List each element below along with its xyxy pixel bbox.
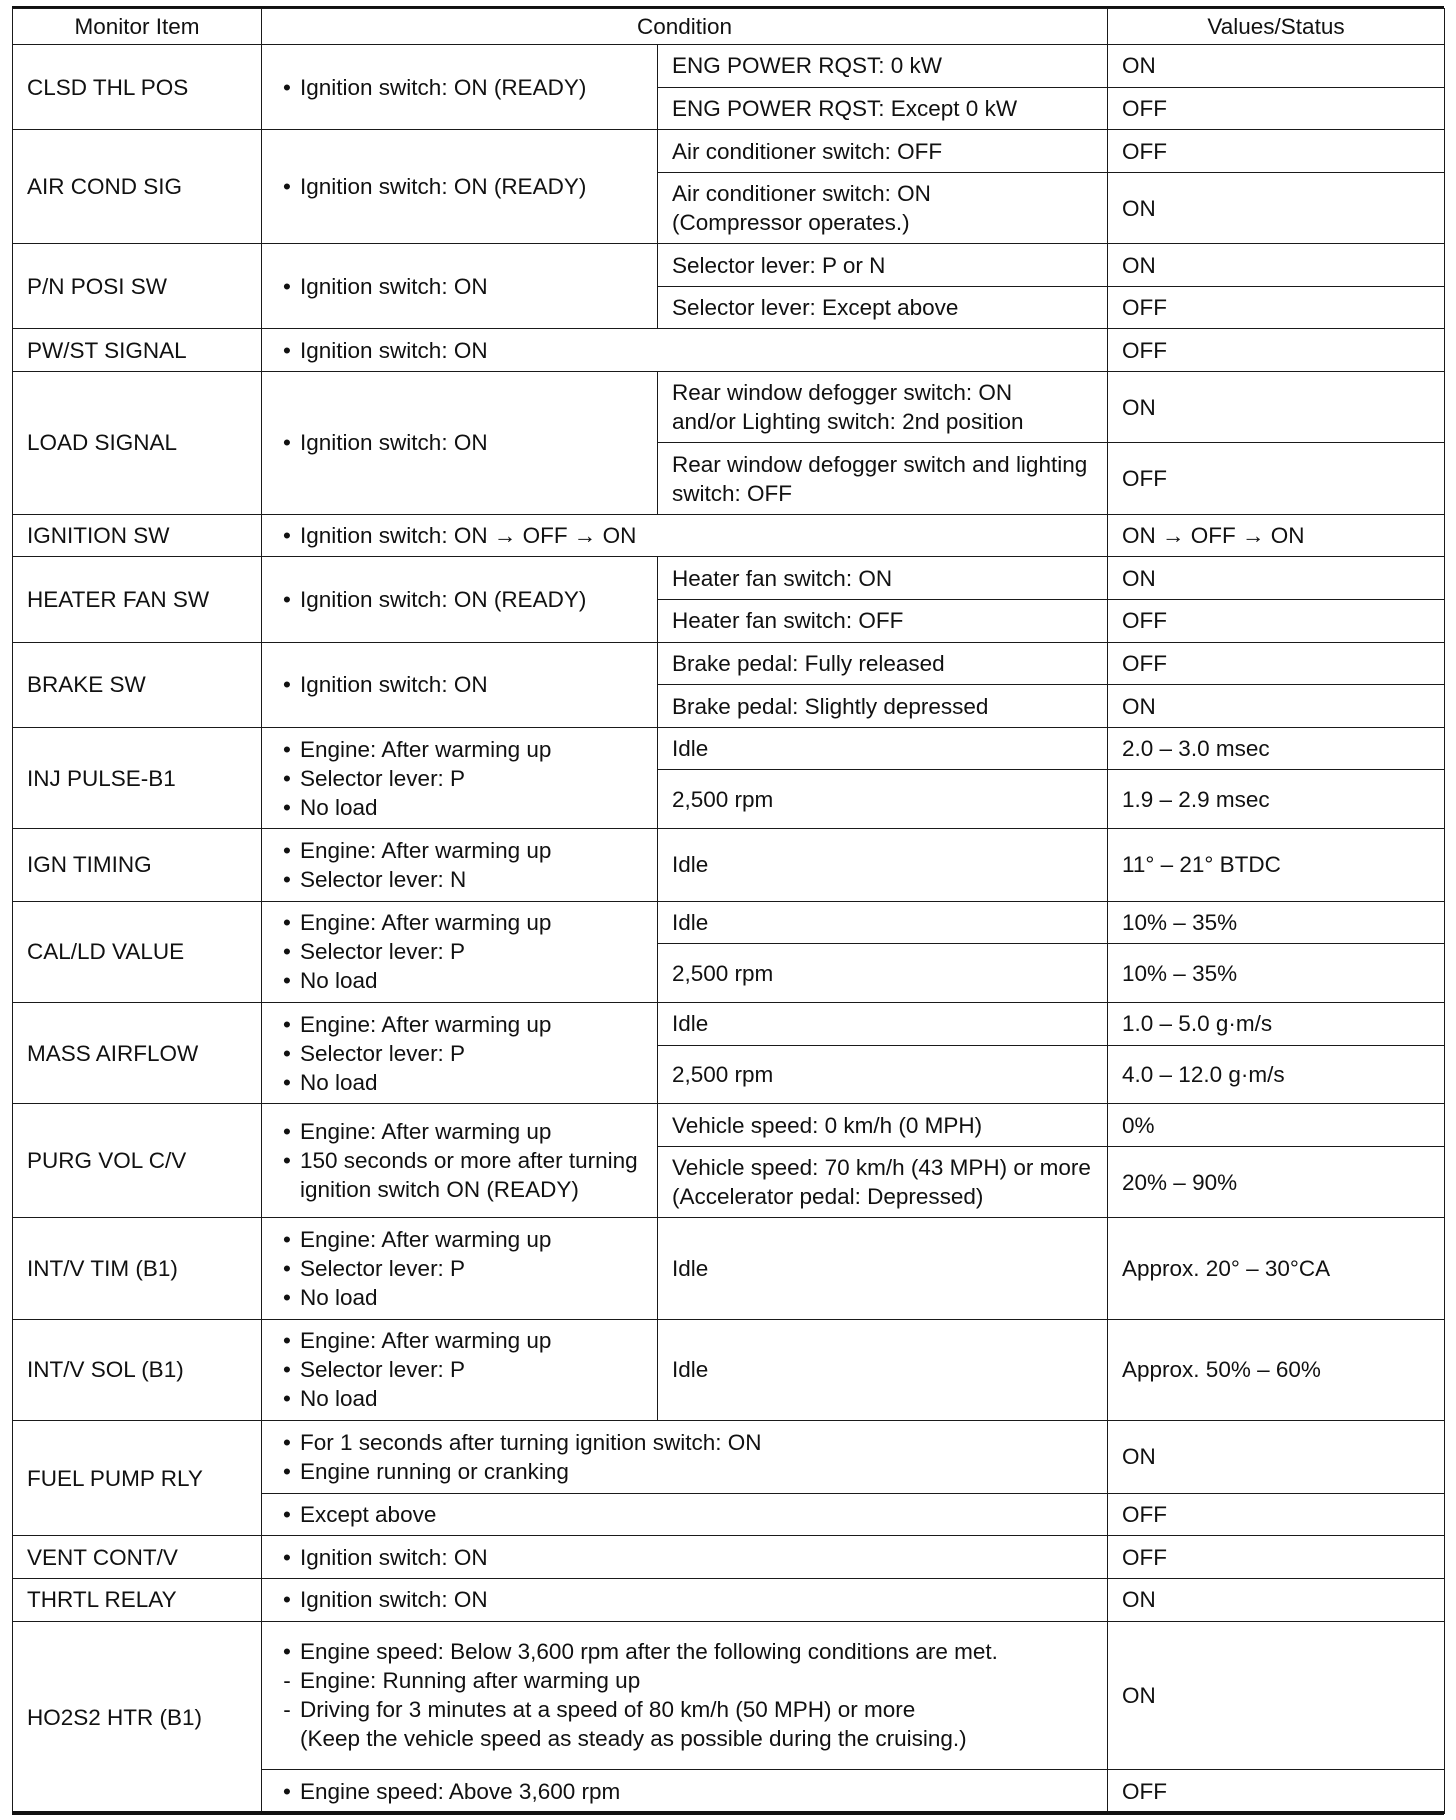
monitor-item: INT/V TIM (B1) xyxy=(13,1218,262,1319)
value-cell: ON xyxy=(1108,244,1445,287)
monitor-item: VENT CONT/V xyxy=(13,1536,262,1579)
sub-condition: Selector lever: Except above xyxy=(658,286,1108,329)
condition-text: Except above xyxy=(300,1501,437,1527)
sub-condition: Idle xyxy=(658,1319,1108,1420)
sub-condition: Selector lever: P or N xyxy=(658,244,1108,287)
sub-condition: Air conditioner switch: OFF xyxy=(658,130,1108,173)
value-cell: ON xyxy=(1108,172,1445,243)
condition-text xyxy=(300,1695,1093,1753)
value-cell: OFF xyxy=(1108,329,1445,372)
condition-cell: • Engine: After warming up • Selector lever: P • No load xyxy=(262,1003,658,1104)
condition-text: Engine: After warming up xyxy=(300,1119,552,1145)
condition-text: Engine: After warming up xyxy=(300,736,552,762)
value-cell: OFF xyxy=(1108,87,1445,130)
condition-text: Selector lever: N xyxy=(300,866,467,892)
value-cell: ON xyxy=(1108,1421,1445,1494)
sub-condition-line: switch: OFF xyxy=(672,480,793,506)
table-row xyxy=(13,244,1445,287)
condition-text: Ignition switch: ON xyxy=(300,672,488,698)
condition-text: For 1 seconds after turning ignition switch: ON xyxy=(300,1429,762,1455)
monitor-item: IGNITION SW xyxy=(13,514,262,557)
table-row xyxy=(13,642,1445,685)
sub-condition: Heater fan switch: ON xyxy=(658,557,1108,600)
value-cell: 1.0 – 5.0 g·m/s xyxy=(1108,1003,1445,1046)
monitor-item: INJ PULSE-B1 xyxy=(13,727,262,828)
monitor-item: LOAD SIGNAL xyxy=(13,372,262,515)
value-cell: OFF xyxy=(1108,1536,1445,1579)
sub-condition xyxy=(658,1147,1108,1218)
condition-text: Selector lever: P xyxy=(300,939,466,965)
condition-text: Selector lever: P xyxy=(300,1256,466,1282)
table-row xyxy=(13,829,1445,902)
table-row xyxy=(13,1421,1445,1494)
condition-text: Ignition switch: ON (READY) xyxy=(300,587,587,613)
monitor-item: INT/V SOL (B1) xyxy=(13,1319,262,1420)
condition-cell: • Engine speed: Above 3,600 rpm xyxy=(262,1770,1108,1814)
sub-condition-line: Rear window defogger switch: ON xyxy=(672,380,1013,406)
condition-cell: • Ignition switch: ON (READY) xyxy=(262,557,658,642)
monitor-table xyxy=(12,8,1445,1814)
condition-cell: • For 1 seconds after turning ignition switch: ON • Engine running or cranking xyxy=(262,1421,1108,1494)
condition-text: Engine: After warming up xyxy=(300,1227,552,1253)
monitor-item: AIR COND SIG xyxy=(13,130,262,244)
sub-condition: Brake pedal: Fully released xyxy=(658,642,1108,685)
sub-condition-line: Air conditioner switch: ON xyxy=(672,181,931,207)
sub-condition: 2,500 rpm xyxy=(658,770,1108,829)
condition-line: Driving for 3 minutes at a speed of 80 km/h (50 MPH) or more xyxy=(300,1697,916,1723)
condition-text: Ignition switch: ON xyxy=(300,337,488,363)
condition-text: No load xyxy=(300,794,378,820)
condition-cell: • Ignition switch: ON xyxy=(262,1536,1108,1579)
monitor-item: CAL/LD VALUE xyxy=(13,901,262,1002)
condition-text: Engine speed: Below 3,600 rpm after the following conditions are met. xyxy=(300,1639,998,1665)
header-condition: Condition xyxy=(262,9,1108,45)
table-row xyxy=(13,727,1445,770)
condition-cell: • Ignition switch: ON xyxy=(262,244,658,329)
header-monitor-item: Monitor Item xyxy=(13,9,262,45)
sub-condition: 2,500 rpm xyxy=(658,1045,1108,1104)
condition-line: 150 seconds or more after turning xyxy=(300,1148,638,1174)
value-cell: ON xyxy=(1108,45,1445,88)
condition-text: Engine speed: Above 3,600 rpm xyxy=(300,1779,621,1805)
sub-condition: Heater fan switch: OFF xyxy=(658,600,1108,643)
condition-cell: • Ignition switch: ON xyxy=(262,1578,1108,1621)
sub-condition-line: and/or Lighting switch: 2nd position xyxy=(672,409,1024,435)
condition-text: Engine running or cranking xyxy=(300,1458,569,1484)
table-row xyxy=(13,1218,1445,1319)
table-row xyxy=(13,1578,1445,1621)
value-cell: 2.0 – 3.0 msec xyxy=(1108,727,1445,770)
monitor-item: HO2S2 HTR (B1) xyxy=(13,1621,262,1813)
condition-text: Selector lever: P xyxy=(300,1040,466,1066)
value-cell: ON xyxy=(1108,685,1445,728)
sub-condition: ENG POWER RQST: Except 0 kW xyxy=(658,87,1108,130)
condition-cell: • Ignition switch: ON xyxy=(262,642,658,727)
sub-condition-line: Rear window defogger switch and lighting xyxy=(672,451,1088,477)
monitor-item: P/N POSI SW xyxy=(13,244,262,329)
sub-condition: Vehicle speed: 0 km/h (0 MPH) xyxy=(658,1104,1108,1147)
condition-text: No load xyxy=(300,1386,378,1412)
condition-text: Selector lever: P xyxy=(300,1357,466,1383)
condition-cell: • Ignition switch: ON (READY) xyxy=(262,45,658,130)
monitor-item: BRAKE SW xyxy=(13,642,262,727)
sub-condition: ENG POWER RQST: 0 kW xyxy=(658,45,1108,88)
sub-condition: 2,500 rpm xyxy=(658,944,1108,1003)
condition-cell: • Ignition switch: ON (READY) xyxy=(262,130,658,244)
value-cell: ON xyxy=(1108,1578,1445,1621)
monitor-item: CLSD THL POS xyxy=(13,45,262,130)
condition-text: Engine: After warming up xyxy=(300,1328,552,1354)
value-cell: OFF xyxy=(1108,642,1445,685)
condition-cell: • Ignition switch: ON xyxy=(262,329,1108,372)
condition-cell: • Engine: After warming up • Selector lever: P • No load xyxy=(262,1218,658,1319)
condition-text: Ignition switch: ON xyxy=(300,1544,488,1570)
sub-condition: Idle xyxy=(658,1218,1108,1319)
value-cell: OFF xyxy=(1108,1493,1445,1536)
condition-text: Engine: After warming up xyxy=(300,1011,552,1037)
table-row xyxy=(13,130,1445,173)
bottom-rule xyxy=(12,1811,1444,1815)
table-row xyxy=(13,1536,1445,1579)
condition-text: Ignition switch: ON → OFF → ON xyxy=(300,523,637,549)
condition-cell: • Ignition switch: ON → OFF → ON xyxy=(262,514,1108,557)
value-cell: OFF xyxy=(1108,286,1445,329)
sub-condition: Idle xyxy=(658,727,1108,770)
value-cell: 4.0 – 12.0 g·m/s xyxy=(1108,1045,1445,1104)
value-cell: 11° – 21° BTDC xyxy=(1108,829,1445,902)
monitor-item: PW/ST SIGNAL xyxy=(13,329,262,372)
monitor-item: THRTL RELAY xyxy=(13,1578,262,1621)
value-cell: 10% – 35% xyxy=(1108,901,1445,944)
table-row xyxy=(13,329,1445,372)
condition-text: Ignition switch: ON xyxy=(300,1587,488,1613)
monitor-item: MASS AIRFLOW xyxy=(13,1003,262,1104)
table-row xyxy=(13,1104,1445,1147)
value-cell: Approx. 50% – 60% xyxy=(1108,1319,1445,1420)
table-row xyxy=(13,514,1445,557)
value-cell: 1.9 – 2.9 msec xyxy=(1108,770,1445,829)
condition-line: (Keep the vehicle speed as steady as possible during the cruising.) xyxy=(300,1726,967,1752)
condition-text: No load xyxy=(300,1069,378,1095)
sub-condition-line: (Compressor operates.) xyxy=(672,210,910,236)
sub-condition xyxy=(658,372,1108,443)
condition-line: ignition switch ON (READY) xyxy=(300,1177,579,1203)
condition-text: Ignition switch: ON (READY) xyxy=(300,174,587,200)
table-row xyxy=(13,557,1445,600)
value-cell: ON xyxy=(1108,372,1445,443)
condition-text: Engine: After warming up xyxy=(300,837,552,863)
condition-text: No load xyxy=(300,1285,378,1311)
condition-cell: • Engine: After warming up • Selector lever: P • No load xyxy=(262,727,658,828)
monitor-item: PURG VOL C/V xyxy=(13,1104,262,1218)
table-row xyxy=(13,1319,1445,1420)
condition-cell: • Engine: After warming up • Selector lever: P • No load xyxy=(262,901,658,1002)
table-row xyxy=(13,372,1445,443)
sub-condition xyxy=(658,443,1108,514)
value-cell: ON → OFF → ON xyxy=(1108,514,1445,557)
condition-text xyxy=(300,1146,643,1204)
header-row xyxy=(13,9,1445,45)
sub-condition: Idle xyxy=(658,901,1108,944)
condition-text: Ignition switch: ON (READY) xyxy=(300,74,587,100)
condition-text: Selector lever: P xyxy=(300,765,466,791)
condition-text: Engine: Running after warming up xyxy=(300,1668,641,1694)
condition-cell: • Engine: After warming up • Selector lever: P • No load xyxy=(262,1319,658,1420)
value-cell: OFF xyxy=(1108,443,1445,514)
table-row xyxy=(13,1003,1445,1046)
value-cell: Approx. 20° – 30°CA xyxy=(1108,1218,1445,1319)
sub-condition: Idle xyxy=(658,1003,1108,1046)
sub-condition-line: (Accelerator pedal: Depressed) xyxy=(672,1184,984,1210)
condition-text: Ignition switch: ON xyxy=(300,430,488,456)
condition-cell: • Ignition switch: ON xyxy=(262,372,658,515)
value-cell: OFF xyxy=(1108,600,1445,643)
sub-condition xyxy=(658,172,1108,243)
condition-cell: • Except above xyxy=(262,1493,1108,1536)
value-cell: 10% – 35% xyxy=(1108,944,1445,1003)
value-cell: ON xyxy=(1108,1621,1445,1770)
value-cell: ON xyxy=(1108,557,1445,600)
value-cell: OFF xyxy=(1108,130,1445,173)
monitor-item: IGN TIMING xyxy=(13,829,262,902)
condition-cell: • Engine: After warming up • Selector lever: N xyxy=(262,829,658,902)
sub-condition: Idle xyxy=(658,829,1108,902)
table-row xyxy=(13,1621,1445,1770)
condition-cell: • Engine: After warming up • 150 seconds or more after turning ignition switch ON (READY) xyxy=(262,1104,658,1218)
table-row xyxy=(13,45,1445,88)
monitor-item: FUEL PUMP RLY xyxy=(13,1421,262,1536)
value-cell: 20% – 90% xyxy=(1108,1147,1445,1218)
value-cell: 0% xyxy=(1108,1104,1445,1147)
monitor-item: HEATER FAN SW xyxy=(13,557,262,642)
condition-text: No load xyxy=(300,968,378,994)
sub-condition-line: Vehicle speed: 70 km/h (43 MPH) or more xyxy=(672,1155,1091,1181)
condition-text: Engine: After warming up xyxy=(300,910,552,936)
table-row xyxy=(13,901,1445,944)
condition-cell: • Engine speed: Below 3,600 rpm after the following conditions are met. - Engine: Running after warming up - Driving for 3 minutes at a speed of 80 km/h (50 MPH) or more (Keep the vehicle speed as steady as possible during the cruising.) xyxy=(262,1621,1108,1770)
value-cell: OFF xyxy=(1108,1770,1445,1814)
condition-text: Ignition switch: ON xyxy=(300,273,488,299)
sub-condition: Brake pedal: Slightly depressed xyxy=(658,685,1108,728)
header-values-status: Values/Status xyxy=(1108,9,1445,45)
